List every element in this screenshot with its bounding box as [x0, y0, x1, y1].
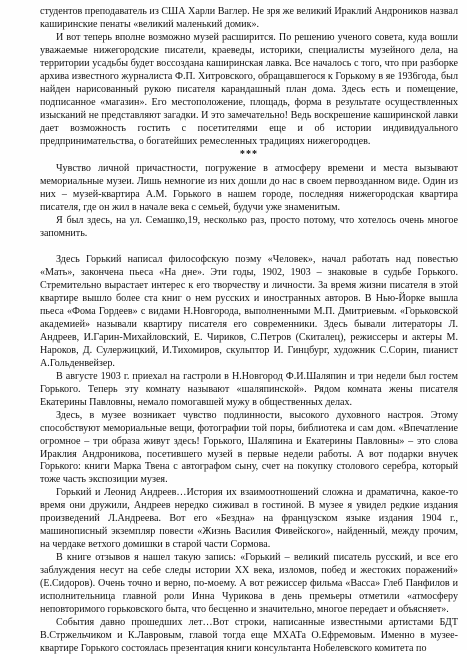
- paragraph-10: События давно прошедших лет…Вот строки, написанные известными артистами БДТ В.Стржельчиком и К.Лавровым, главой тогда еще МХАТа О.Ефремовым. Именно в музее-квартире Горького состоялась презентация книги консультанта Нобелевского комитета по: [40, 616, 458, 654]
- paragraph-1: студентов преподаватель из США Харли Ваглер. Не зря же великий Ираклий Андроников назвал каширинские пенаты «великий маленький домик».: [40, 6, 458, 30]
- paragraph-2: И вот теперь вполне возможно музей расширится. По решению ученого совета, куда вошли уважаемые нижегородские писатели, краеведы, историки, специалисты музейного дела, на территории усадьбы будет воссоздана каширинская лавка. Все началось с того, что при разборке архива известного журналиста Ф.П. Хитровского, обращавшегося к Горькому в яе 1936года, был найден нарисованный рукою писателя карандашный план дома. Здесь есть и помещение, подписанное «магазин». Его местоположение, площадь, форма в результате осуществленных изысканий не представляют загадки. И это замечательно! Ведь воскрешение каширинской лавки дает возможность гостить с посетителями еще и об истории индивидуального предпринимательства, о богатейших ремесленных традициях нижегородцев.: [40, 31, 458, 147]
- paragraph-9: В книге отзывов я нашел такую запись: «Горький – великий писатель русский, и все его заблуждения несут на себе следы истории XX века, изломов, побед и жестоких поражений» (Е.Сидоров). Очень точно и верно, по-моему. А вот режиссер фильма «Васса» Глеб Панфилов и исполнительница главной роли Инна Чурикова в день премьеры отметили «атмосферу неповторимого горьковского быта, что бесценно и значительно, многое передает и объясняет».: [40, 552, 458, 615]
- paragraph-8: Горький и Леонид Андреев…История их взаимоотношений сложна и драматична, какое-то время они дружили, Андреев нередко сиживал в гостиной. В музее я увидел редкие издания произведений Л.Андреева. Вот его «Бездна» на французском языке издания 1904 г., машинописный экземпляр повести «Жизнь Василия Фивейского», найденный, между прочим, на чердаке ветхого домишки в старой части Сормова.: [40, 487, 458, 551]
- paragraph-6: В августе 1903 г. приехал на гастроли в Н.Новгород Ф.И.Шаляпин и три недели был гостем Горького. Теперь эту комнату называют «шаляпинской». Рядом комната жены писателя Екатерины Павловны, немало помогавшей мужу в общественных делах.: [40, 370, 458, 408]
- paragraph-3: Чувство личной причастности, погружение в атмосферу времени и места вызывают мемориальные музеи. Лишь немногие из них дошли до нас в своем первозданном виде. Один из них – музей-квартира А.М. Горького в нашем городе, последняя нижегородская квартира писателя, где он жил в начале века с семьей, будучи уже знаменитым.: [40, 163, 458, 214]
- paragraph-7: Здесь, в музее возникает чувство подлинности, высокого духовного настроя. Этому способствуют мемориальные вещи, фотографии той поры, библиотека и сам дом. «Впечатление огромное – три образа живут здесь! Горького, Шаляпина и Екатерины Павловны» – это слова Ираклия Андроникова, посетившего музей в первые недели работы. А вот подарки внучек Горького: книги Марка Твена с автографом сыну, счет на покупку столового серебра, который тоже часть экспозиции музея.: [40, 409, 458, 486]
- document-body: [40, 6, 458, 656]
- paragraph-5: Здесь Горький написал философскую поэму «Человек», начал работать над повестью «Мать», закончена пьеса «На дне». Эти годы, 1902, 1903 – знаковые в судьбе Горького. Стремительно вырастает интерес к его творчеству и личности. За время жизни писателя в этой квартире вышло более ста книг о нем русских и иностранных авторов. В Нью-Йорке вышла пьеса «Фома Гордеев» с видами Н.Новгорода, выполненными М.П. Дмитриевым. «Горьковской академией» называли квартиру писателя его современники. Здесь бывали литераторы Л. Андреев, И.Гарин-Михайловский, Е. Чириков, С.Петров (Скиталец), режиссеры и актеры М. Нароков, Д. Сулержицкий, И.Тихомиров, скульптор И. Гинцбург, художник С.Сорин, пианист А.Гольденвейзер.: [40, 254, 458, 369]
- section-separator: ***: [239, 149, 259, 161]
- paragraph-4: Я был здесь, на ул. Семашко,19, несколько раз, просто потому, что хотелось очень многое запомнить.: [40, 215, 458, 240]
